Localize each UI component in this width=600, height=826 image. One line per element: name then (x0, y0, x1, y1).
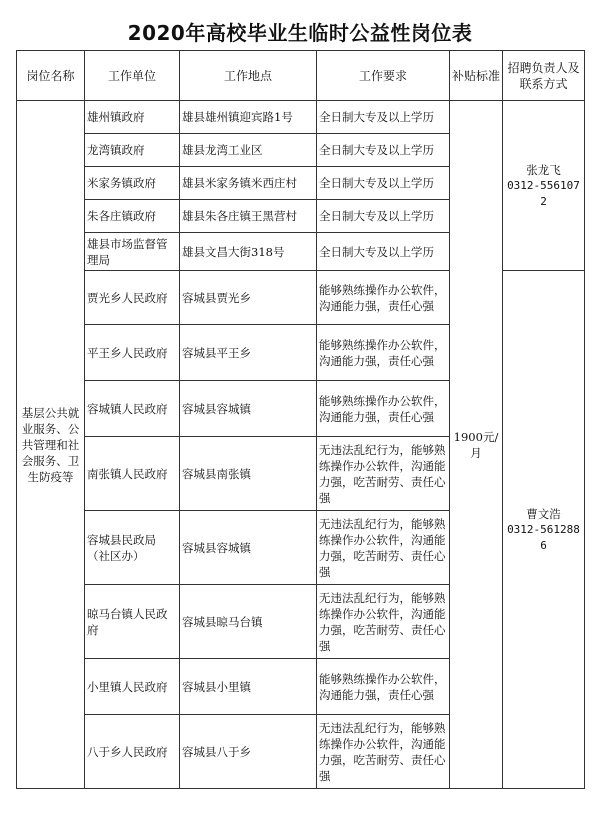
contact-phone: 0312-5561072 (507, 178, 580, 208)
requirement-cell: 全日制大专及以上学历 (317, 233, 450, 271)
unit-cell: 雄州镇政府 (85, 101, 180, 134)
header-position: 岗位名称 (17, 51, 85, 101)
unit-cell: 容城镇人民政府 (85, 381, 180, 437)
header-location: 工作地点 (180, 51, 317, 101)
location-cell: 容城县容城镇 (180, 511, 317, 585)
header-requirement: 工作要求 (317, 51, 450, 101)
requirement-cell: 无违法乱纪行为，能够熟练操作办公软件，沟通能力强，吃苦耐劳、责任心强 (317, 585, 450, 659)
unit-cell: 雄县市场监督管理局 (85, 233, 180, 271)
page-title: 2020年高校毕业生临时公益性岗位表 (127, 21, 473, 45)
contact-name: 张龙飞 (526, 162, 561, 177)
requirement-cell: 无违法乱纪行为，能够熟练操作办公软件，沟通能力强，吃苦耐劳、责任心强 (317, 437, 450, 511)
table-row (17, 101, 585, 134)
header-row (17, 51, 585, 101)
header-contact: 招聘负责人及联系方式 (503, 51, 585, 101)
location-cell: 雄县文昌大街318号 (180, 233, 317, 271)
unit-cell: 米家务镇政府 (85, 167, 180, 200)
requirement-cell: 能够熟练操作办公软件，沟通能力强，责任心强 (317, 271, 450, 325)
requirement-cell: 全日制大专及以上学历 (317, 167, 450, 200)
location-cell: 容城县八于乡 (180, 715, 317, 789)
position-name-cell: 基层公共就业服务、公共管理和社会服务、卫生防疫等 (17, 101, 85, 789)
requirement-cell: 全日制大专及以上学历 (317, 200, 450, 233)
unit-cell: 八于乡人民政府 (85, 715, 180, 789)
location-cell: 雄县朱各庄镇王黑营村 (180, 200, 317, 233)
requirement-cell: 能够熟练操作办公软件，沟通能力强，责任心强 (317, 325, 450, 381)
requirement-cell: 全日制大专及以上学历 (317, 101, 450, 134)
unit-cell: 南张镇人民政府 (85, 437, 180, 511)
unit-cell: 容城县民政局（社区办） (85, 511, 180, 585)
location-cell: 雄县米家务镇米西庄村 (180, 167, 317, 200)
location-cell: 容城县南张镇 (180, 437, 317, 511)
location-cell: 雄县雄州镇迎宾路1号 (180, 101, 317, 134)
requirement-cell: 能够熟练操作办公软件，沟通能力强，责任心强 (317, 659, 450, 715)
contact-name: 曹文浩 (526, 506, 561, 521)
contact-cell-1 (503, 101, 585, 271)
location-cell: 雄县龙湾工业区 (180, 134, 317, 167)
requirement-cell: 无违法乱纪行为，能够熟练操作办公软件，沟通能力强，吃苦耐劳、责任心强 (317, 715, 450, 789)
header-subsidy: 补贴标准 (450, 51, 503, 101)
requirement-cell: 能够熟练操作办公软件，沟通能力强，责任心强 (317, 381, 450, 437)
header-unit: 工作单位 (85, 51, 180, 101)
location-cell: 容城县平王乡 (180, 325, 317, 381)
location-cell: 容城县贾光乡 (180, 271, 317, 325)
location-cell: 容城县小里镇 (180, 659, 317, 715)
location-cell: 容城县晾马台镇 (180, 585, 317, 659)
location-cell: 容城县容城镇 (180, 381, 317, 437)
unit-cell: 晾马台镇人民政府 (85, 585, 180, 659)
contact-cell-2 (503, 271, 585, 789)
positions-table (16, 50, 585, 789)
contact-phone: 0312-5612886 (507, 522, 580, 552)
unit-cell: 平王乡人民政府 (85, 325, 180, 381)
unit-cell: 贾光乡人民政府 (85, 271, 180, 325)
requirement-cell: 全日制大专及以上学历 (317, 134, 450, 167)
subsidy-cell: 1900元/月 (450, 101, 503, 789)
unit-cell: 朱各庄镇政府 (85, 200, 180, 233)
unit-cell: 小里镇人民政府 (85, 659, 180, 715)
unit-cell: 龙湾镇政府 (85, 134, 180, 167)
requirement-cell: 无违法乱纪行为，能够熟练操作办公软件，沟通能力强，吃苦耐劳、责任心强 (317, 511, 450, 585)
